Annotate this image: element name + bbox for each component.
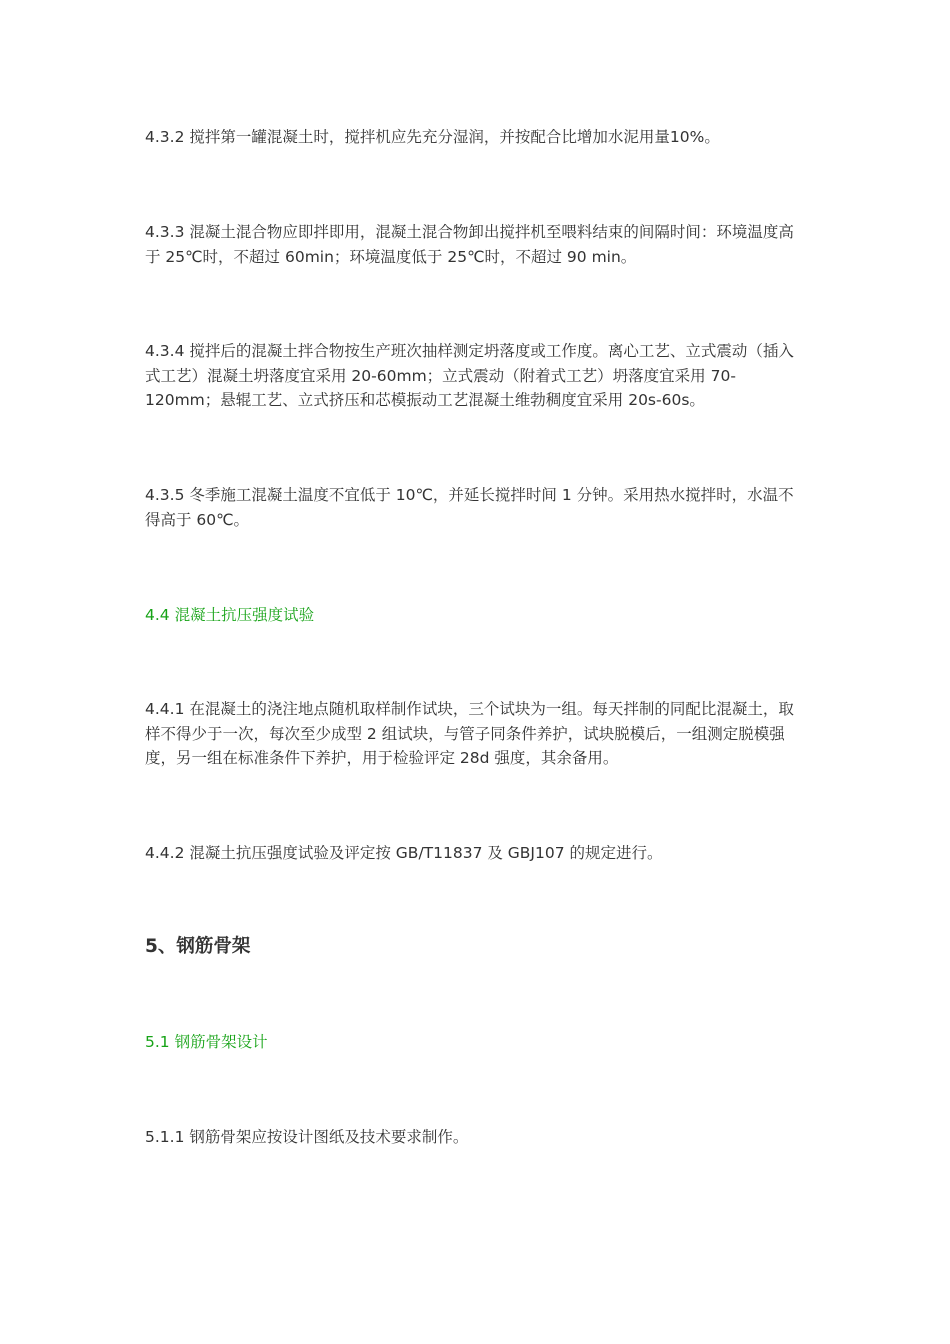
- paragraph-4-3-5: 4.3.5 冬季施工混凝土温度不宜低于 10℃，并延长搅拌时间 1 分钟。采用热水搅拌时，水温不得高于 60℃。: [145, 486, 794, 529]
- paragraph-4-3-2: 4.3.2 搅拌第一罐混凝土时，搅拌机应先充分湿润，并按配合比增加水泥用量10%。: [145, 128, 720, 146]
- paragraph-4-4-1: 4.4.1 在混凝土的浇注地点随机取样制作试块，三个试块为一组。每天拌制的同配比混凝土，取样不得少于一次，每次至少成型 2 组试块，与管子同条件养护，试块脱模后，一组测定脱模强度，另一组在标准条件下养护，用于检验评定 28d 强度，其余备用。: [145, 700, 794, 767]
- paragraph-4-4-2: 4.4.2 混凝土抗压强度试验及评定按 GB/T11837 及 GBJ107 的规定进行。: [145, 844, 663, 862]
- paragraph-4-3-3: 4.3.3 混凝土混合物应即拌即用，混凝土混合物卸出搅拌机至喂料结束的间隔时间：环境温度高于 25℃时，不超过 60min；环境温度低于 25℃时，不超过 90 min。: [145, 223, 794, 266]
- paragraph-5-1-1: 5.1.1 钢筋骨架应按设计图纸及技术要求制作。: [145, 1128, 469, 1146]
- chapter-heading-5: 5、钢筋骨架: [145, 936, 251, 957]
- paragraph-4-3-4: 4.3.4 搅拌后的混凝土拌合物按生产班次抽样测定坍落度或工作度。离心工艺、立式震动（插入式工艺）混凝土坍落度宜采用 20-60mm；立式震动（附着式工艺）坍落度宜采用 70-120mm；悬辊工艺、立式挤压和芯模振动工艺混凝土维勃稠度宜采用 20s-60s。: [145, 342, 794, 409]
- section-heading-4-4: 4.4 混凝土抗压强度试验: [145, 606, 315, 624]
- section-heading-5-1: 5.1 钢筋骨架设计: [145, 1033, 268, 1051]
